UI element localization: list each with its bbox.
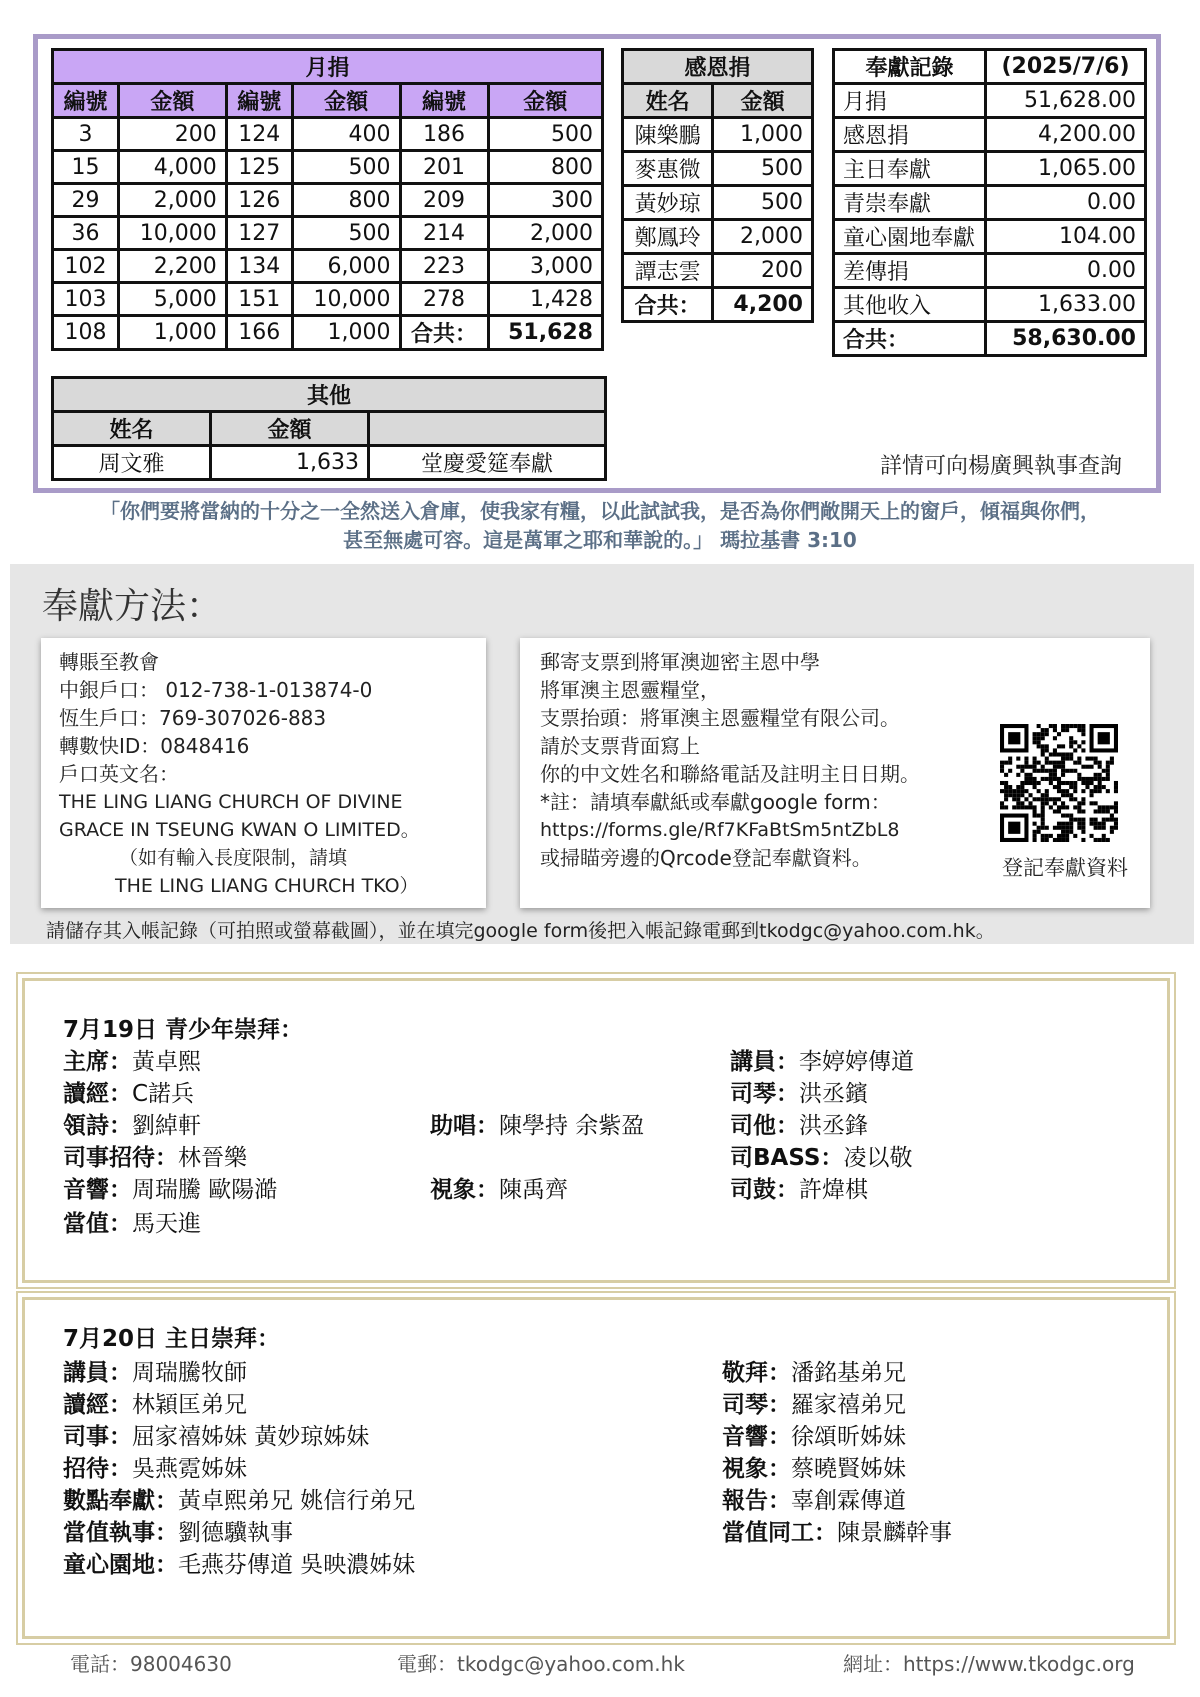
role-name: 周瑞騰 歐陽澔 [132, 1177, 278, 1203]
table-row [53, 217, 603, 250]
table-row [623, 152, 813, 186]
table-cell: 堂慶愛筵奉獻 [369, 446, 606, 480]
bank-info-line: 中銀戶口： 012-738-1-013874-0 [59, 678, 373, 702]
role-title: 讀經： [63, 1392, 132, 1418]
table-row [53, 283, 603, 316]
role-name: 馬天進 [132, 1211, 201, 1237]
table-cell: 0.00 [986, 254, 1146, 288]
role-title: 數點奉獻： [63, 1488, 178, 1514]
table-row [53, 446, 606, 480]
table-cell: 201 [400, 151, 488, 184]
table-cell: 151 [226, 283, 292, 316]
table-cell: 黃妙琼 [623, 186, 713, 220]
table-row [53, 250, 603, 283]
qr-label: 登記奉獻資料 [1002, 856, 1128, 880]
role-entry [722, 1450, 906, 1483]
table-cell: 周文雅 [53, 446, 211, 480]
thanks-total: 4,200 [713, 288, 813, 322]
table-row [623, 288, 813, 322]
table-cell: 200 [118, 118, 226, 151]
table-cell: 鄭鳳玲 [623, 220, 713, 254]
other-offering-table [51, 376, 607, 481]
table-cell: 127 [226, 217, 292, 250]
table-cell: 2,200 [118, 250, 226, 283]
column-header: 編號 [226, 84, 292, 118]
table-row [53, 118, 603, 151]
role-entry [63, 1386, 247, 1419]
role-name: 黃卓熙弟兄 姚信行弟兄 [178, 1488, 416, 1514]
table-cell: 108 [53, 316, 119, 350]
table-cell: 2,000 [713, 220, 813, 254]
monthly-total: 51,628 [488, 316, 602, 350]
role-title: 講員： [63, 1360, 132, 1386]
monthly-offering-table [51, 48, 604, 351]
thanksgiving-offering-table [621, 48, 814, 323]
methods-note: 請儲存其入帳記錄（可拍照或螢幕截圖），並在填完google form後把入帳記錄電郵到tkodgc@yahoo.com.hk。 [46, 920, 995, 942]
role-title: 視象： [430, 1177, 499, 1203]
youth-service-title: 7月19日 青少年崇拜： [63, 1017, 304, 1043]
role-title: 當值： [63, 1211, 132, 1237]
table-row [623, 220, 813, 254]
table-cell: 1,000 [118, 316, 226, 350]
table-row [623, 254, 813, 288]
table-cell: 1,633 [211, 446, 369, 480]
role-title: 司事： [63, 1424, 132, 1450]
bank-info-line: 轉賬至教會 [59, 650, 159, 674]
table-cell: 差傳捐 [834, 254, 986, 288]
table-cell: 200 [713, 254, 813, 288]
inquiry-note: 詳情可向楊廣興執事查詢 [880, 454, 1123, 479]
cheque-info-line: *註：請填奉獻紙或奉獻google form： [540, 790, 891, 814]
footer-email[interactable]: 電郵：tkodgc@yahoo.com.hk [397, 1652, 685, 1676]
table-row [834, 288, 1146, 322]
footer-phone: 電話：98004630 [70, 1652, 232, 1676]
column-header: 金額 [713, 84, 813, 118]
table-cell: 223 [400, 250, 488, 283]
role-name: 潘銘基弟兄 [791, 1360, 906, 1386]
role-title: 視象： [722, 1456, 791, 1482]
column-header: 金額 [211, 412, 369, 446]
cheque-card [520, 638, 1150, 908]
table-cell: 1,000 [713, 118, 813, 152]
role-name: 許煒棋 [799, 1177, 868, 1203]
table-cell: 1,000 [292, 316, 400, 350]
verse-line: 「你們要將當納的十分之一全然送入倉庫，使我家有糧，以此試試我，是否為你們敞開天上的窗戶，傾福與你們， [100, 499, 1100, 523]
thanks-title: 感恩捐 [623, 50, 813, 84]
table-cell: 月捐 [834, 84, 986, 118]
record-date: (2025/7/6) [986, 50, 1146, 84]
table-row [53, 151, 603, 184]
table-cell: 500 [488, 118, 602, 151]
bank-info-line: THE LING LIANG CHURCH TKO） [115, 875, 419, 897]
role-name: 洪丞鋒 [799, 1113, 868, 1139]
table-row [623, 118, 813, 152]
table-cell: 51,628.00 [986, 84, 1146, 118]
role-entry [63, 1205, 201, 1238]
table-row [834, 220, 1146, 254]
role-title: 童心園地： [63, 1552, 178, 1578]
role-name: 劉德驥執事 [178, 1520, 293, 1546]
table-row [834, 254, 1146, 288]
table-cell: 10,000 [118, 217, 226, 250]
role-entry [730, 1075, 868, 1108]
table-cell: 500 [713, 152, 813, 186]
table-cell: 1,428 [488, 283, 602, 316]
role-name: 蔡曉賢姊妹 [791, 1456, 906, 1482]
verse-line: 甚至無處可容。這是萬軍之耶和華說的。」 瑪拉基書 3:10 [343, 528, 857, 552]
role-title: 領詩： [63, 1113, 132, 1139]
table-cell: 10,000 [292, 283, 400, 316]
table-cell: 4,000 [118, 151, 226, 184]
table-cell: 麥惠微 [623, 152, 713, 186]
role-name: 辜創霖傳道 [791, 1488, 906, 1514]
table-cell: 125 [226, 151, 292, 184]
bank-info-line: 轉數快ID：0848416 [59, 734, 250, 758]
monthly-total-label: 合共： [400, 316, 488, 350]
table-row [834, 186, 1146, 220]
column-header [369, 412, 606, 446]
role-name: 林晉樂 [178, 1145, 247, 1171]
role-entry [63, 1171, 277, 1204]
role-entry [730, 1043, 914, 1076]
role-title: 報告： [722, 1488, 791, 1514]
role-name: 吳燕霓姊妹 [132, 1456, 247, 1482]
cheque-info-line: 將軍澳主恩靈糧堂， [540, 678, 720, 702]
role-entry [722, 1418, 906, 1451]
role-entry [722, 1354, 906, 1387]
role-name: 李婷婷傳道 [799, 1049, 914, 1075]
role-name: 陳禹齊 [499, 1177, 568, 1203]
table-cell: 209 [400, 184, 488, 217]
other-title: 其他 [53, 378, 606, 412]
table-cell: 29 [53, 184, 119, 217]
role-entry [722, 1514, 952, 1547]
role-entry [730, 1107, 868, 1140]
table-cell: 2,000 [118, 184, 226, 217]
cheque-info-line: 郵寄支票到將軍澳迦密主恩中學 [540, 650, 820, 674]
record-total-label: 合共： [834, 322, 986, 356]
column-header: 姓名 [623, 84, 713, 118]
column-header: 姓名 [53, 412, 211, 446]
table-cell: 400 [292, 118, 400, 151]
role-name: 徐頌昕姊妹 [791, 1424, 906, 1450]
cheque-info-line: 你的中文姓名和聯絡電話及註明主日日期。 [540, 762, 920, 786]
table-cell: 15 [53, 151, 119, 184]
table-cell: 青崇奉獻 [834, 186, 986, 220]
table-cell: 陳樂鵬 [623, 118, 713, 152]
methods-title: 奉獻方法： [42, 586, 223, 627]
table-cell: 166 [226, 316, 292, 350]
role-title: 當值執事： [63, 1520, 178, 1546]
role-entry [63, 1354, 247, 1387]
table-cell: 主日奉獻 [834, 152, 986, 186]
sunday-service-box [22, 1297, 1170, 1639]
record-title: 奉獻記錄 [834, 50, 986, 84]
table-row [53, 316, 603, 350]
bank-info-line: THE LING LIANG CHURCH OF DIVINE [59, 791, 403, 813]
table-cell: 1,633.00 [986, 288, 1146, 322]
role-entry [730, 1139, 912, 1172]
role-title: 司他： [730, 1113, 799, 1139]
role-entry [63, 1546, 415, 1579]
table-cell: 5,000 [118, 283, 226, 316]
sunday-service-title: 7月20日 主日崇拜： [63, 1326, 281, 1352]
role-entry [722, 1482, 906, 1515]
record-total: 58,630.00 [986, 322, 1146, 356]
table-cell: 126 [226, 184, 292, 217]
table-cell: 300 [488, 184, 602, 217]
table-cell: 3,000 [488, 250, 602, 283]
role-name: 陳景麟幹事 [837, 1520, 952, 1546]
table-cell: 500 [292, 217, 400, 250]
role-entry [722, 1386, 906, 1419]
role-title: 音響： [722, 1424, 791, 1450]
role-entry [63, 1043, 201, 1076]
footer-website[interactable]: 網址：https://www.tkodgc.org [843, 1652, 1135, 1676]
table-row [834, 322, 1146, 356]
role-entry [63, 1139, 247, 1172]
role-title: 司鼓： [730, 1177, 799, 1203]
table-cell: 104.00 [986, 220, 1146, 254]
table-row [834, 152, 1146, 186]
bank-transfer-card [41, 638, 486, 908]
role-title: 助唱： [430, 1113, 499, 1139]
role-entry [63, 1107, 201, 1140]
role-entry [730, 1171, 868, 1204]
cheque-info-line[interactable]: https://forms.gle/Rf7KFaBtSm5ntZbL8 [540, 819, 900, 841]
role-entry [63, 1482, 415, 1515]
table-cell: 800 [488, 151, 602, 184]
role-title: 招待： [63, 1456, 132, 1482]
table-cell: 800 [292, 184, 400, 217]
column-header: 編號 [53, 84, 119, 118]
giving-methods-section [10, 564, 1194, 944]
table-row [53, 184, 603, 217]
role-title: 當值同工： [722, 1520, 837, 1546]
role-entry [63, 1418, 369, 1451]
role-name: 洪丞鑌 [799, 1081, 868, 1107]
role-title: 司事招待： [63, 1145, 178, 1171]
table-cell: 3 [53, 118, 119, 151]
role-title: 司琴： [730, 1081, 799, 1107]
table-cell: 4,200.00 [986, 118, 1146, 152]
youth-service-box [22, 978, 1170, 1283]
cheque-info-line: 或掃瞄旁邊的Qrcode登記奉獻資料。 [540, 846, 872, 870]
table-cell: 102 [53, 250, 119, 283]
table-cell: 186 [400, 118, 488, 151]
bank-info-line: （如有輸入長度限制，請填 [119, 847, 348, 869]
role-name: 凌以敬 [843, 1145, 913, 1171]
role-name: 劉綽軒 [132, 1113, 201, 1139]
table-cell: 278 [400, 283, 488, 316]
role-entry [430, 1171, 568, 1204]
offering-record-table [832, 48, 1147, 357]
role-entry [63, 1450, 247, 1483]
table-cell: 感恩捐 [834, 118, 986, 152]
table-cell: 103 [53, 283, 119, 316]
table-cell: 0.00 [986, 186, 1146, 220]
role-name: 羅家禧弟兄 [791, 1392, 906, 1418]
table-cell: 124 [226, 118, 292, 151]
column-header: 金額 [292, 84, 400, 118]
table-cell: 36 [53, 217, 119, 250]
role-entry [63, 1514, 293, 1547]
table-cell: 童心園地奉獻 [834, 220, 986, 254]
role-name: C諾兵 [132, 1081, 195, 1107]
column-header: 金額 [118, 84, 226, 118]
role-title: 讀經： [63, 1081, 132, 1107]
role-title: 主席： [63, 1049, 132, 1075]
table-row [623, 186, 813, 220]
role-name: 屈家禧姊妹 黃妙琼姊妹 [132, 1424, 370, 1450]
table-cell: 1,065.00 [986, 152, 1146, 186]
bank-info-line: GRACE IN TSEUNG KWAN O LIMITED。 [59, 819, 420, 841]
role-name: 林穎匡弟兄 [132, 1392, 247, 1418]
column-header: 金額 [488, 84, 602, 118]
role-title: 敬拜： [722, 1360, 791, 1386]
bank-info-line: 恆生戶口：769-307026-883 [59, 706, 327, 730]
role-name: 黃卓熙 [132, 1049, 201, 1075]
bank-info-line: 戶口英文名： [59, 762, 179, 786]
role-title: 司琴： [722, 1392, 791, 1418]
table-cell: 6,000 [292, 250, 400, 283]
table-row [834, 84, 1146, 118]
role-entry [430, 1107, 644, 1140]
table-cell: 其他收入 [834, 288, 986, 322]
role-name: 毛燕芬傳道 吳映濃姊妹 [178, 1552, 416, 1578]
column-header: 編號 [400, 84, 488, 118]
table-cell: 500 [713, 186, 813, 220]
table-cell: 214 [400, 217, 488, 250]
monthly-title: 月捐 [53, 50, 603, 84]
table-cell: 2,000 [488, 217, 602, 250]
role-title: 司BASS： [730, 1145, 844, 1171]
table-cell: 譚志雲 [623, 254, 713, 288]
cheque-info-line: 支票抬頭：將軍澳主恩靈糧堂有限公司。 [540, 706, 900, 730]
table-cell: 500 [292, 151, 400, 184]
table-cell: 134 [226, 250, 292, 283]
thanks-total-label: 合共： [623, 288, 713, 322]
qr-code-icon[interactable] [1000, 724, 1118, 842]
role-title: 音響： [63, 1177, 132, 1203]
cheque-info-line: 請於支票背面寫上 [540, 734, 700, 758]
role-name: 陳學持 余紫盈 [499, 1113, 645, 1139]
table-row [834, 118, 1146, 152]
role-title: 講員： [730, 1049, 799, 1075]
role-name: 周瑞騰牧師 [132, 1360, 247, 1386]
scripture-verse [40, 497, 1160, 555]
role-entry [63, 1075, 194, 1108]
